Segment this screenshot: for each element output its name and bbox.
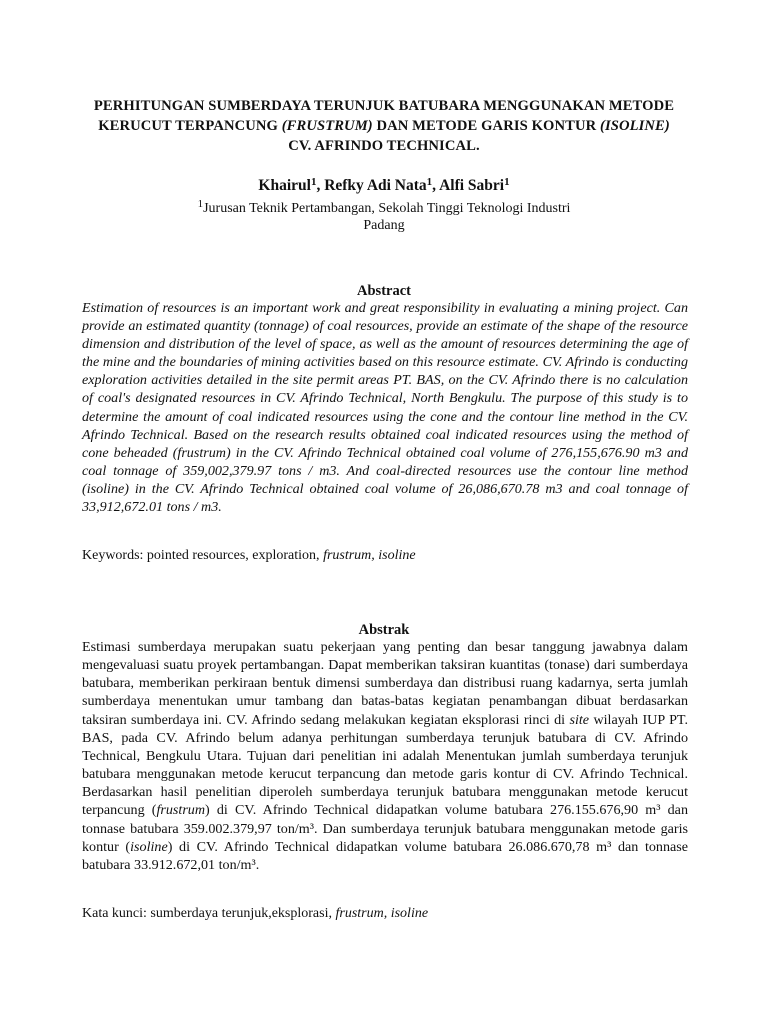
abstract-body: Estimation of resources is an important work and great responsibility in evaluating a mining project. Can provide an estimated quantity (tonnage) of coal resources, provide an estimate of the shape of the resource dimension and distribution of the level of space, as well as the amount of resources determining the age of the mine and the boundaries of mining activities based on this resource estimate. CV. Afrindo is conducting exploration activities detailed in the site permit areas PT. BAS, on the CV. Afrindo there is no calculation of coal's designated resources in CV. Afrindo Technical, North Bengkulu. The purpose of this study is to determine the amount of coal indicated resources using the cone and the contour line method in the CV. Afrindo Technical. Based on the research results obtained coal indicated resources using the method of cone beheaded (frustrum) in the CV. Afrindo Technical obtained coal volume of 276,155,676.90 m3 and coal tonnage of 359,002,379.97 tons / m3. And coal-directed resources use the contour line method (isoline) in the CV. Afrindo Technical obtained coal volume of 26,086,670.78 m3 and coal tonnage of 33,912,672.01 tons / m3.	[82, 300, 688, 516]
author-2-sup: 1	[426, 176, 433, 188]
title-frustrum: (FRUSTRUM)	[281, 118, 373, 134]
affiliation	[60, 200, 708, 234]
keywords	[82, 547, 688, 565]
author-1: Khairul	[258, 177, 311, 194]
abstrak-isoline: isoline	[130, 838, 168, 855]
affiliation-line-2: Padang	[363, 218, 405, 233]
affiliation-sup: 1	[197, 198, 204, 210]
author-list	[60, 176, 708, 196]
affiliation-line-1	[60, 200, 708, 217]
kata-kunci-label: Kata kunci: sumberdaya terunjuk,eksplorasi,	[82, 906, 336, 921]
title-isoline: (ISOLINE)	[599, 118, 670, 134]
abstrak-part-4: ) di CV. Afrindo Technical didapatkan volume batubara 26.086.670,78 m³ dan tonnase batubara 33.912.672,01 ton/m³.	[82, 838, 689, 873]
title-line-2-part-a: KERUCUT TERPANCUNG	[98, 118, 282, 134]
affiliation-text: Jurusan Teknik Pertambangan, Sekolah Tinggi Teknologi Industri	[203, 201, 571, 216]
abstrak-heading: Abstrak	[358, 622, 410, 638]
abstract-heading: Abstract	[357, 283, 411, 299]
author-2: , Refky Adi Nata	[316, 177, 427, 194]
kata-kunci-terms: frustrum, isoline	[335, 906, 429, 921]
keywords-label: Keywords: pointed resources, exploration,	[82, 548, 324, 563]
title-line-3: CV. AFRINDO TECHNICAL.	[288, 138, 480, 154]
title-line-2-part-c: DAN METODE GARIS KONTUR	[372, 118, 600, 134]
author-1-sup: 1	[310, 176, 317, 188]
title-line-2	[60, 116, 708, 136]
keywords-terms: frustrum, isoline	[323, 548, 416, 563]
author-3: , Alfi Sabri	[432, 177, 505, 194]
title-line-1: PERHITUNGAN SUMBERDAYA TERUNJUK BATUBARA MENGGUNAKAN METODE	[93, 98, 675, 114]
abstrak-part-2: wilayah IUP PT. BAS, pada CV. Afrindo belum adanya perhitungan sumberdaya terunjuk batubara di CV. Afrindo Technical, Bengkulu Utara. Tujuan dari penelitian ini adalah Menentukan jumlah sumberdaya terunjuk batubara menggunakan metode kerucut terpancung dan metode garis kontur di CV. Afrindo Technical. Berdasarkan hasil penelitian diperoleh sumberdaya terunjuk batubara menggunakan metode kerucut terpancung (	[82, 711, 689, 819]
abstrak-frustrum: frustrum	[156, 802, 206, 819]
abstrak-part-1: Estimasi sumberdaya merupakan suatu pekerjaan yang penting dan besar tanggung jawabnya dalam mengevaluasi suatu proyek pertambangan. Dapat memberikan taksiran kuantitas (tonase) dari sumberdaya batubara, memberikan perkiraan bentuk dimensi sumberdaya dan distribusi ruang kadarnya, serta jumlah sumberdaya menentukan umur tambang dan batas-batas kegiatan penambangan dibuat berdasarkan taksiran sumberdaya ini. CV. Afrindo sedang melakukan kegiatan eksplorasi rinci di	[82, 639, 688, 728]
abstrak-body	[82, 638, 688, 874]
paper-title	[60, 96, 708, 156]
kata-kunci	[82, 905, 688, 923]
abstrak-part-3: ) di CV. Afrindo Technical didapatkan volume batubara 276.155.676,90 m³ dan tonnase batubara 359.002.379,97 ton/m³. Dan sumberdaya terunjuk batubara menggunakan metode garis kontur (	[82, 802, 688, 855]
abstrak-site: site	[569, 711, 590, 728]
author-3-sup: 1	[504, 176, 510, 188]
